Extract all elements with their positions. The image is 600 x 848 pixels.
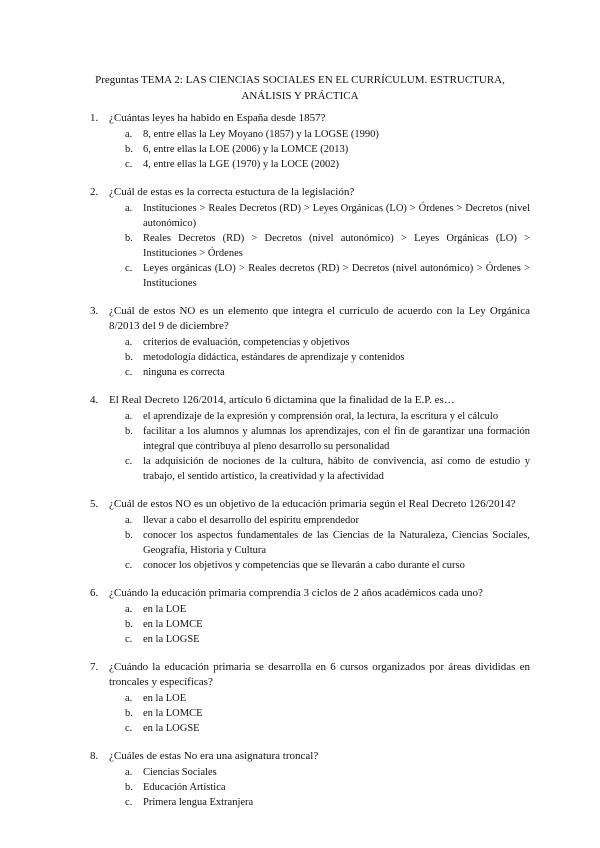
answer-option <box>125 409 530 424</box>
option-text: ninguna es correcta <box>143 367 225 378</box>
question-item <box>90 393 530 484</box>
option-letter: b. <box>125 782 133 793</box>
question-text: ¿Cuál de estos NO es un objetivo de la educación primaria según el Real Decreto 126/2014? <box>109 498 516 510</box>
answer-option <box>125 231 530 261</box>
option-text: Ciencias Sociales <box>143 767 217 778</box>
answer-option <box>125 142 530 157</box>
option-letter: a. <box>125 515 133 526</box>
option-letter: c. <box>125 797 133 808</box>
option-list <box>90 335 530 380</box>
question-number: 4. <box>90 394 99 406</box>
option-list <box>90 127 530 172</box>
option-text: facilitar a los alumnos y alumnas los aprendizajes, con el fin de garantizar una formación integral que contribuya al pleno desarrollo su personalidad <box>143 426 530 452</box>
question-item <box>90 497 530 573</box>
option-text: en la LOMCE <box>143 619 203 630</box>
option-letter: c. <box>125 159 133 170</box>
question-number: 2. <box>90 186 99 198</box>
question-number: 1. <box>90 112 99 124</box>
answer-option <box>125 454 530 484</box>
question-number: 6. <box>90 587 99 599</box>
answer-option <box>125 127 530 142</box>
answer-option <box>125 335 530 350</box>
answer-option <box>125 350 530 365</box>
option-letter: c. <box>125 634 133 645</box>
option-text: en la LOGSE <box>143 634 200 645</box>
question-item <box>90 185 530 291</box>
option-text: conocer los aspectos fundamentales de las Ciencias de la Naturaleza, Ciencias Sociales, Geografía, Historia y Cultura <box>143 530 530 556</box>
option-text: Educación Artística <box>143 782 226 793</box>
question-text: ¿Cuántas leyes ha habido en España desde 1857? <box>109 112 326 124</box>
question-text: ¿Cuáles de estas No era una asignatura troncal? <box>109 750 319 762</box>
answer-option <box>125 558 530 573</box>
option-text: en la LOGSE <box>143 723 200 734</box>
answer-option <box>125 365 530 380</box>
option-letter: a. <box>125 129 133 140</box>
option-letter: c. <box>125 723 133 734</box>
option-text: criterios de evaluación, competencias y objetivos <box>143 337 350 348</box>
option-letter: b. <box>125 426 133 437</box>
option-text: en la LOE <box>143 604 187 615</box>
option-text: Instituciones > Reales Decretos (RD) > Leyes Orgánicas (LO) > Órdenes > Decretos (nivel autonómico) <box>143 203 530 229</box>
option-letter: a. <box>125 411 133 422</box>
option-list <box>90 201 530 291</box>
question-item <box>90 660 530 736</box>
question-text: ¿Cuál de estas es la correcta estuctura de la legislación? <box>109 186 355 198</box>
answer-option <box>125 157 530 172</box>
option-text: en la LOMCE <box>143 708 203 719</box>
answer-option <box>125 617 530 632</box>
title-line-1: Preguntas TEMA 2: LAS CIENCIAS SOCIALES EN EL CURRÍCULUM. ESTRUCTURA, <box>95 74 505 86</box>
option-list <box>90 602 530 647</box>
option-list <box>90 513 530 573</box>
option-letter: b. <box>125 233 133 244</box>
option-letter: b. <box>125 530 133 541</box>
option-letter: c. <box>125 456 133 467</box>
answer-option <box>125 721 530 736</box>
option-letter: c. <box>125 367 133 378</box>
option-letter: c. <box>125 560 133 571</box>
answer-option <box>125 261 530 291</box>
option-list <box>90 765 530 810</box>
option-text: la adquisición de nociones de la cultura, hábito de convivencia, así como de estudio y trabajo, el sentido artístico, la creatividad y la afectividad <box>143 456 530 482</box>
answer-option <box>125 528 530 558</box>
title-line-2: ANÁLISIS Y PRÁCTICA <box>241 90 359 102</box>
question-item <box>90 111 530 172</box>
question-text: ¿Cuándo la educación primaria se desarrolla en 6 cursos organizados por áreas divididas en troncales y específicas? <box>109 661 530 688</box>
answer-option <box>125 632 530 647</box>
question-list <box>90 111 530 823</box>
question-number: 8. <box>90 750 99 762</box>
question-item <box>90 304 530 380</box>
option-text: conocer los objetivos y competencias que se llevarán a cabo durante el curso <box>143 560 465 571</box>
answer-option <box>125 706 530 721</box>
option-text: 6, entre ellas la LOE (2006) y la LOMCE (2013) <box>143 144 349 155</box>
page-title <box>80 72 520 104</box>
option-letter: a. <box>125 693 133 704</box>
option-text: el aprendizaje de la expresión y comprensión oral, la lectura, la escritura y el cálculo <box>143 411 499 422</box>
answer-option <box>125 795 530 810</box>
question-number: 5. <box>90 498 99 510</box>
option-text: 4, entre ellas la LGE (1970) y la LOCE (2002) <box>143 159 339 170</box>
answer-option <box>125 424 530 454</box>
option-letter: a. <box>125 203 133 214</box>
option-letter: b. <box>125 619 133 630</box>
answer-option <box>125 602 530 617</box>
question-item <box>90 749 530 810</box>
option-list <box>90 409 530 484</box>
question-text: El Real Decreto 126/2014, artículo 6 dictamina que la finalidad de la E.P. es… <box>109 394 455 406</box>
option-letter: b. <box>125 708 133 719</box>
option-text: en la LOE <box>143 693 187 704</box>
option-letter: a. <box>125 767 133 778</box>
option-letter: b. <box>125 352 133 363</box>
option-list <box>90 691 530 736</box>
option-letter: a. <box>125 604 133 615</box>
option-text: llevar a cabo el desarrollo del espíritu emprendedor <box>143 515 360 526</box>
question-number: 7. <box>90 661 99 673</box>
question-text: ¿Cuál de estos NO es un elemento que integra el currículo de acuerdo con la Ley Orgánica 8/2013 del 9 de diciembre? <box>109 305 530 332</box>
answer-option <box>125 780 530 795</box>
option-text: metodología didáctica, estándares de aprendizaje y contenidos <box>143 352 405 363</box>
question-number: 3. <box>90 305 99 317</box>
answer-option <box>125 201 530 231</box>
option-text: Reales Decretos (RD) > Decretos (nivel autonómico) > Leyes Orgánicas (LO) > Instituciones > Órdenes <box>143 233 530 259</box>
option-text: 8, entre ellas la Ley Moyano (1857) y la LOGSE (1990) <box>143 129 379 140</box>
option-text: Primera lengua Extranjera <box>143 797 254 808</box>
option-letter: a. <box>125 337 133 348</box>
answer-option <box>125 691 530 706</box>
option-letter: b. <box>125 144 133 155</box>
question-text: ¿Cuándo la educación primaria comprendía 3 ciclos de 2 años académicos cada uno? <box>109 587 483 599</box>
answer-option <box>125 513 530 528</box>
answer-option <box>125 765 530 780</box>
option-letter: c. <box>125 263 133 274</box>
question-item <box>90 586 530 647</box>
option-text: Leyes orgánicas (LO) > Reales decretos (RD) > Decretos (nivel autonómico) > Órdenes > Instituciones <box>143 263 530 289</box>
